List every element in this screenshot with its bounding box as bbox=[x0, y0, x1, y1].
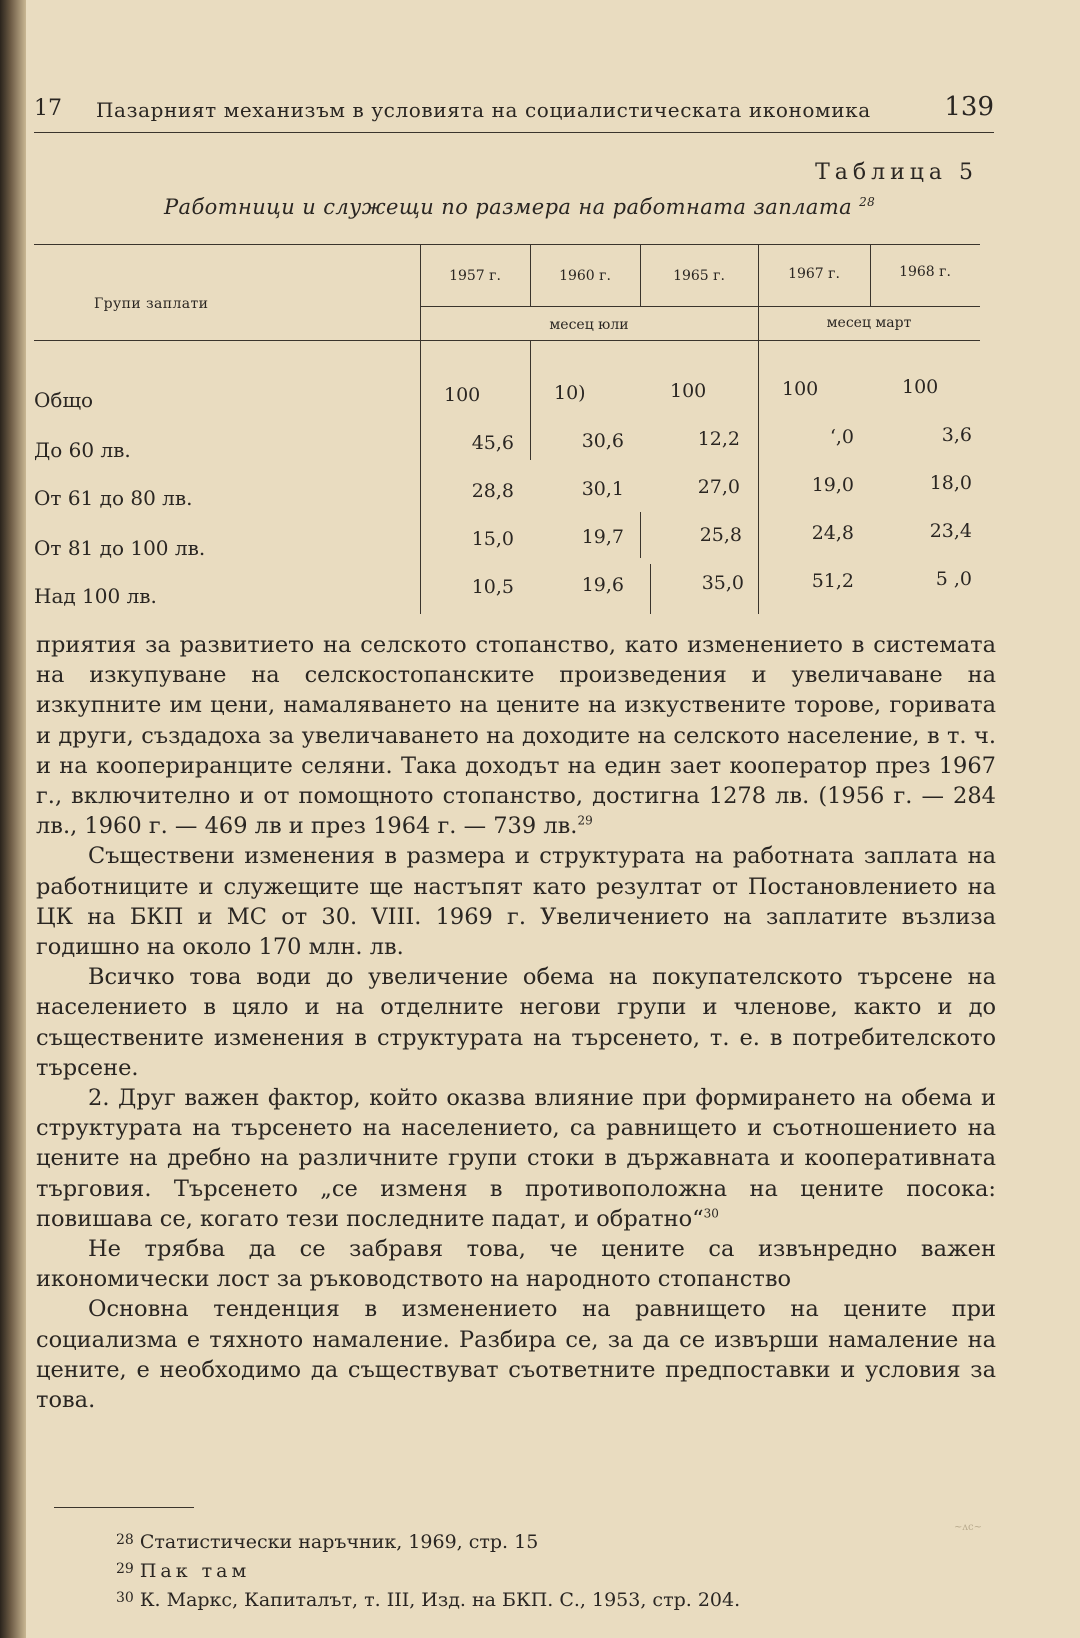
month-july-header: месец юли bbox=[549, 317, 629, 333]
table-cell: 18,0 bbox=[929, 472, 972, 494]
table-cell: 3,6 bbox=[941, 424, 972, 446]
table-cell: 25,8 bbox=[699, 524, 742, 546]
footnote: $^{28}$ Статистически наръчник, 1969, стр. 15 bbox=[116, 1531, 539, 1553]
paragraph: Основна тенденция в изменението на равнището на цените при социализма е тяхното намаление. Разбира се, за да се извърши намаление на цените, е необходимо да съществуват съответните предпоставки и условия за това. bbox=[36, 1296, 996, 1414]
table-cell: 24,8 bbox=[811, 522, 854, 544]
table-cell: 45,6 bbox=[471, 432, 514, 454]
table-cell: 30,1 bbox=[581, 478, 624, 500]
year-header: 1967 г. bbox=[788, 266, 840, 282]
column-rule bbox=[758, 340, 759, 614]
table-cell: 100 bbox=[444, 384, 481, 406]
table-cell: 19,7 bbox=[581, 526, 624, 548]
year-header: 1968 г. bbox=[899, 264, 951, 280]
table-cell: 15,0 bbox=[471, 528, 514, 550]
running-header bbox=[34, 92, 994, 133]
column-rule bbox=[640, 512, 641, 558]
year-header: 1957 г. bbox=[449, 268, 501, 284]
table-cell: ʻ,0 bbox=[829, 426, 854, 448]
table-cell: 10,5 bbox=[471, 576, 514, 598]
table-number: Таблица 5 bbox=[815, 160, 978, 185]
paragraph: Съществени изменения в размера и структурата на работната заплата на работниците и служещите ще настъпят като резултат от Постановлението на ЦК на БКП и МС от 30. VIII. 1969 г. Увеличението на заплатите възлиза годишно на около 170 млн. лв. bbox=[36, 843, 996, 961]
footnote-ref: 30 bbox=[703, 1206, 719, 1221]
margin-scribble: ~ʌc~ bbox=[954, 1522, 983, 1533]
group-column-header: Групи заплати bbox=[94, 296, 209, 312]
table-caption: Работници и служещи по размера на работната заплата $^{28}$ bbox=[164, 195, 876, 219]
year-header: 1960 г. bbox=[559, 268, 611, 284]
table-row-label: До 60 лв. bbox=[34, 438, 131, 462]
footnote-ref: 29 bbox=[577, 813, 593, 828]
table-cell: 100 bbox=[670, 380, 707, 402]
table-header-bottom-rule bbox=[34, 340, 980, 341]
table-row-label: Общо bbox=[34, 388, 94, 412]
column-rule bbox=[420, 340, 421, 614]
table-row-label: От 61 до 80 лв. bbox=[34, 486, 193, 510]
column-rule bbox=[530, 340, 531, 460]
table-cell: 100 bbox=[902, 376, 939, 398]
table-cell: 5 ,0 bbox=[935, 568, 972, 590]
month-march-header: месец март bbox=[826, 315, 912, 331]
paragraph: Всичко това води до увеличение обема на покупателското търсене на населението в цяло и на отделните негови групи и членове, както и до съществените изменения в структурата на търсенето, т. е. в потребителското търсене. bbox=[36, 964, 996, 1081]
table-top-rule bbox=[34, 244, 980, 245]
main-text bbox=[36, 630, 996, 1415]
footnote-rule bbox=[54, 1507, 194, 1508]
table-cell: 28,8 bbox=[471, 480, 514, 502]
table-cell: 19,6 bbox=[581, 574, 624, 596]
footnote: $^{29}$ Пак там bbox=[116, 1560, 251, 1582]
table-row-label: Над 100 лв. bbox=[34, 584, 157, 608]
running-title: Пазарният механизъм в условията на социалистическата икономика bbox=[96, 98, 871, 122]
table-cell: 51,2 bbox=[811, 570, 854, 592]
paragraph: Не трябва да се забравя това, че цените са извънредно важен икономически лост за ръководството на народното стопанство bbox=[36, 1236, 996, 1293]
table-cell: 12,2 bbox=[697, 428, 740, 450]
chapter-number: 17 bbox=[34, 96, 62, 121]
footnote: $^{30}$ К. Маркс, Капиталът, т. III, Изд. на БКП. С., 1953, стр. 204. bbox=[116, 1589, 741, 1611]
table-cell: 27,0 bbox=[697, 476, 740, 498]
table-cell: 23,4 bbox=[929, 520, 972, 542]
page-number: 139 bbox=[944, 92, 994, 122]
paragraph: 2. Друг важен фактор, който оказва влияние при формирането на обема и структурата на търсенето на населението, са равнището и съотношението на цените на дребно на различните групи стоки в държавната и кооперативната търговия. Търсенето „се изменя в противоположна на цените посока: повишава се, когато тези последните падат, и обратно“$^{30}$ bbox=[36, 1085, 996, 1232]
table-cell: 19,0 bbox=[811, 474, 854, 496]
book-spine-shadow bbox=[0, 0, 26, 1638]
paragraph: приятия за развитието на селското стопанство, като изменението в системата на изкупуване на селскостопанските произведения и увеличаване на изкупните им цени, намаляването на цените на изкуствените торове, горивата и други, създадоха за увеличаването на доходите на селското население, в т. ч. и на коопериранците селяни. Така доходът на един зает кооператор през 1967 г., включително и от помощното стопанство, достигна 1278 лв. (1956 г. — 284 лв., 1960 г. — 469 лв и през 1964 г. — 739 лв.$^{29}$ bbox=[36, 632, 996, 840]
wage-groups-table bbox=[34, 244, 980, 614]
year-header: 1965 г. bbox=[673, 268, 725, 284]
book-page bbox=[34, 0, 1044, 1638]
caption-footnote-ref: 28 bbox=[859, 195, 876, 209]
table-cell: 30,6 bbox=[581, 430, 624, 452]
month-divider-rule bbox=[420, 306, 980, 307]
table-cell: 100 bbox=[782, 378, 819, 400]
footnotes bbox=[116, 1527, 740, 1614]
column-rule bbox=[650, 564, 651, 614]
table-cell: 10) bbox=[554, 382, 586, 404]
table-cell: 35,0 bbox=[701, 572, 744, 594]
table-row-label: От 81 до 100 лв. bbox=[34, 536, 206, 560]
